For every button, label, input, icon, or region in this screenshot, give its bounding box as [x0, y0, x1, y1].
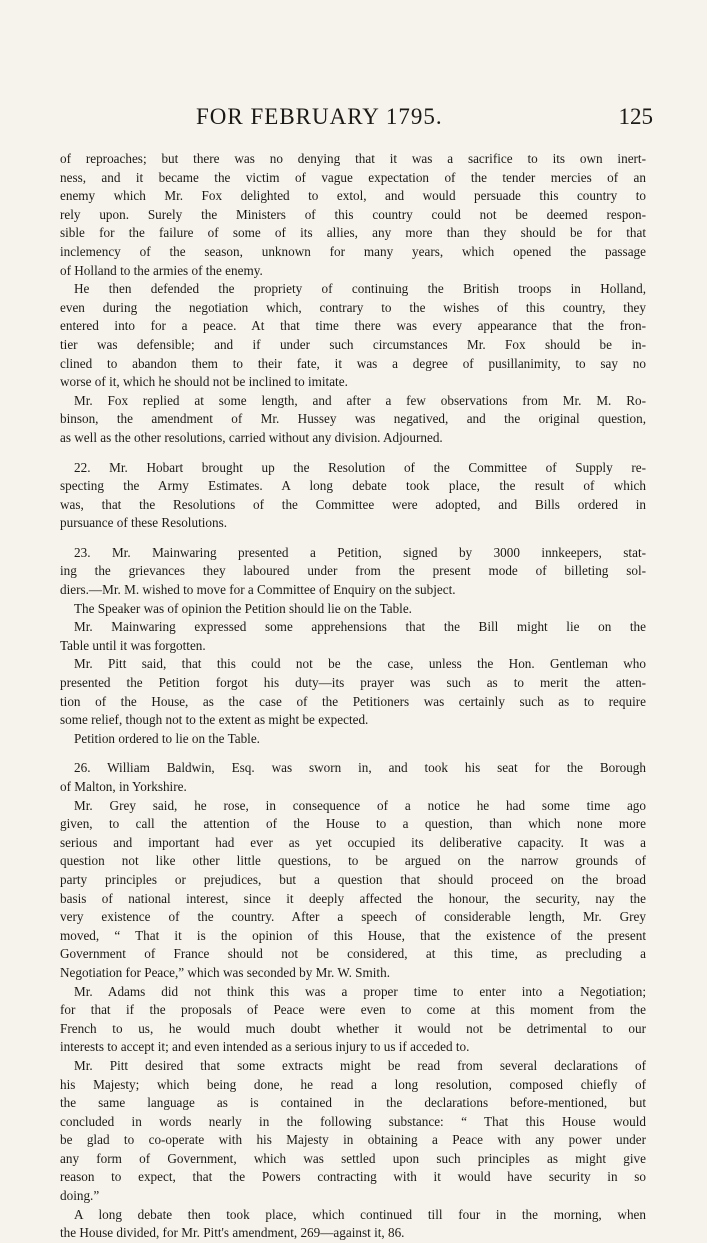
- text-line: Mr. Adams did not think this was a proper time to enter into a Negotiation;: [74, 983, 646, 999]
- text-line: even during the negotiation which, contrary to the wishes of this country, they: [60, 299, 646, 315]
- text-line: 22. Mr. Hobart brought up the Resolution of the Committee of Supply re-: [74, 459, 646, 475]
- text-line: Table until it was forgotten.: [60, 637, 206, 653]
- text-line: was, that the Resolutions of the Committee were adopted, and Bills ordered in: [60, 496, 646, 512]
- paragraph: [60, 150, 646, 280]
- text-line: The Speaker was of opinion the Petition should lie on the Table.: [74, 600, 412, 616]
- paragraph: [60, 759, 646, 796]
- text-line: moved, “ That it is the opinion of this House, that the existence of the present: [60, 927, 646, 943]
- text-line: Mr. Mainwaring expressed some apprehensions that the Bill might lie on the: [74, 619, 646, 635]
- text-line: Negotiation for Peace,” which was seconded by Mr. W. Smith.: [60, 964, 390, 980]
- text-line: He then defended the propriety of continuing the British troops in Holland,: [74, 281, 646, 297]
- text-line: any form of Government, which was settled upon such principles as might give: [60, 1150, 646, 1166]
- text-line: serious and important had ever as yet occupied its deliberative capacity. It was a: [60, 834, 646, 850]
- text-line: of Malton, in Yorkshire.: [60, 779, 187, 794]
- text-line: some relief, though not to the extent as might be expected.: [60, 712, 369, 728]
- text-line: clined to abandon them to their fate, it was a degree of pusillanimity, to say no: [60, 355, 646, 371]
- text-line: ing the grievances they laboured under from the present mode of billeting sol-: [60, 563, 646, 579]
- text-line: be glad to co-operate with his Majesty in obtaining a Peace with any power under: [60, 1132, 646, 1148]
- text-line: enemy which Mr. Fox delighted to extol, and would persuade this country to: [60, 188, 646, 204]
- text-line: Mr. Fox replied at some length, and after a few observations from Mr. M. Ro-: [74, 392, 646, 408]
- paragraph-gap: [60, 448, 646, 459]
- paragraph-gap: [60, 748, 646, 759]
- text-line: reason to expect, that the Powers contracting with it would have security in so: [60, 1169, 646, 1185]
- body-text: [60, 150, 646, 1243]
- text-line: as well as the other resolutions, carried without any division. Adjourned.: [60, 429, 443, 445]
- page-title: FOR FEBRUARY 1795.: [196, 104, 443, 129]
- text-line: binson, the amendment of Mr. Hussey was negatived, and the original question,: [60, 411, 646, 427]
- running-header: [0, 104, 707, 134]
- text-line: A long debate then took place, which continued till four in the morning, when: [74, 1206, 646, 1222]
- text-line: tion of the House, as the case of the Petitioners was certainly such as to require: [60, 693, 646, 709]
- paragraph: [60, 618, 646, 655]
- paragraph-gap: [60, 533, 646, 544]
- text-line: Government of France should not be considered, at this time, as precluding a: [60, 946, 646, 962]
- text-line: doing.”: [60, 1188, 100, 1204]
- text-line: the same language as is contained in the declarations before-mentioned, but: [60, 1095, 646, 1111]
- text-line: Mr. Pitt desired that some extracts might be read from several declarations of: [74, 1057, 646, 1073]
- paragraph: [60, 600, 646, 619]
- paragraph: [60, 544, 646, 600]
- paragraph: [60, 655, 646, 729]
- text-line: presented the Petition forgot his duty—its prayer was such as to merit the atten-: [60, 675, 646, 691]
- text-line: of Holland to the armies of the enemy.: [60, 262, 263, 278]
- text-line: very existence of the country. After a speech of considerable length, Mr. Grey: [60, 909, 646, 925]
- text-line: for that if the proposals of Peace were even to come at this moment from the: [60, 1002, 646, 1018]
- text-line: worse of it, which he should not be inclined to imitate.: [60, 374, 348, 390]
- text-line: pursuance of these Resolutions.: [60, 515, 228, 531]
- text-line: 26. William Baldwin, Esq. was sworn in, and took his seat for the Borough: [74, 760, 646, 776]
- text-line: basis of national interest, since it deeply affected the honour, the security, nay the: [60, 890, 646, 906]
- text-line: inclemency of the season, unknown for many years, which opened the passage: [60, 243, 646, 259]
- text-line: Petition ordered to lie on the Table.: [74, 730, 260, 746]
- paragraph: [60, 459, 646, 533]
- text-line: the House divided, for Mr. Pitt's amendment, 269—against it, 86.: [60, 1225, 405, 1241]
- text-line: 23. Mr. Mainwaring presented a Petition, signed by 3000 innkeepers, stat-: [74, 544, 646, 560]
- text-line: question not like other little questions, to be argued on the narrow grounds of: [60, 853, 646, 869]
- text-line: rely upon. Surely the Ministers of this country could not be deemed respon-: [60, 206, 646, 222]
- text-line: his Majesty; which being done, he read a long resolution, composed chiefly of: [60, 1076, 646, 1092]
- paragraph: [60, 730, 646, 749]
- paragraph: [60, 392, 646, 448]
- paragraph: [60, 1206, 646, 1243]
- text-line: specting the Army Estimates. A long debate took place, the result of which: [60, 478, 646, 494]
- page-number: 125: [618, 104, 653, 129]
- text-line: sible for the failure of some of its allies, any more than they should be for that: [60, 225, 646, 241]
- paragraph: [60, 1057, 646, 1206]
- text-line: diers.—Mr. M. wished to move for a Committee of Enquiry on the subject.: [60, 582, 456, 598]
- text-line: given, to call the attention of the House to a question, than which none more: [60, 816, 646, 832]
- text-line: entered into for a peace. At that time there was every appearance that the fron-: [60, 318, 646, 334]
- text-line: of reproaches; but there was no denying that it was a sacrifice to its own inert-: [60, 151, 646, 166]
- text-line: French to us, he would much doubt whether it would not be detrimental to our: [60, 1020, 646, 1036]
- text-line: Mr. Grey said, he rose, in consequence of a notice he had some time ago: [74, 797, 646, 813]
- paragraph: [60, 983, 646, 1057]
- text-line: ness, and it became the victim of vague expectation of the tender mercies of an: [60, 169, 646, 185]
- text-line: tier was defensible; and if under such circumstances Mr. Fox should be in-: [60, 336, 646, 352]
- text-line: party principles or prejudices, but a question that should proceed on the broad: [60, 871, 646, 887]
- paragraph: [60, 797, 646, 983]
- text-line: interests to accept it; and even intended as a serious injury to us if acceded to.: [60, 1039, 470, 1055]
- text-line: concluded in words nearly in the following substance: “ That this House would: [60, 1113, 646, 1129]
- text-line: Mr. Pitt said, that this could not be the case, unless the Hon. Gentleman who: [74, 656, 646, 672]
- paragraph: [60, 280, 646, 392]
